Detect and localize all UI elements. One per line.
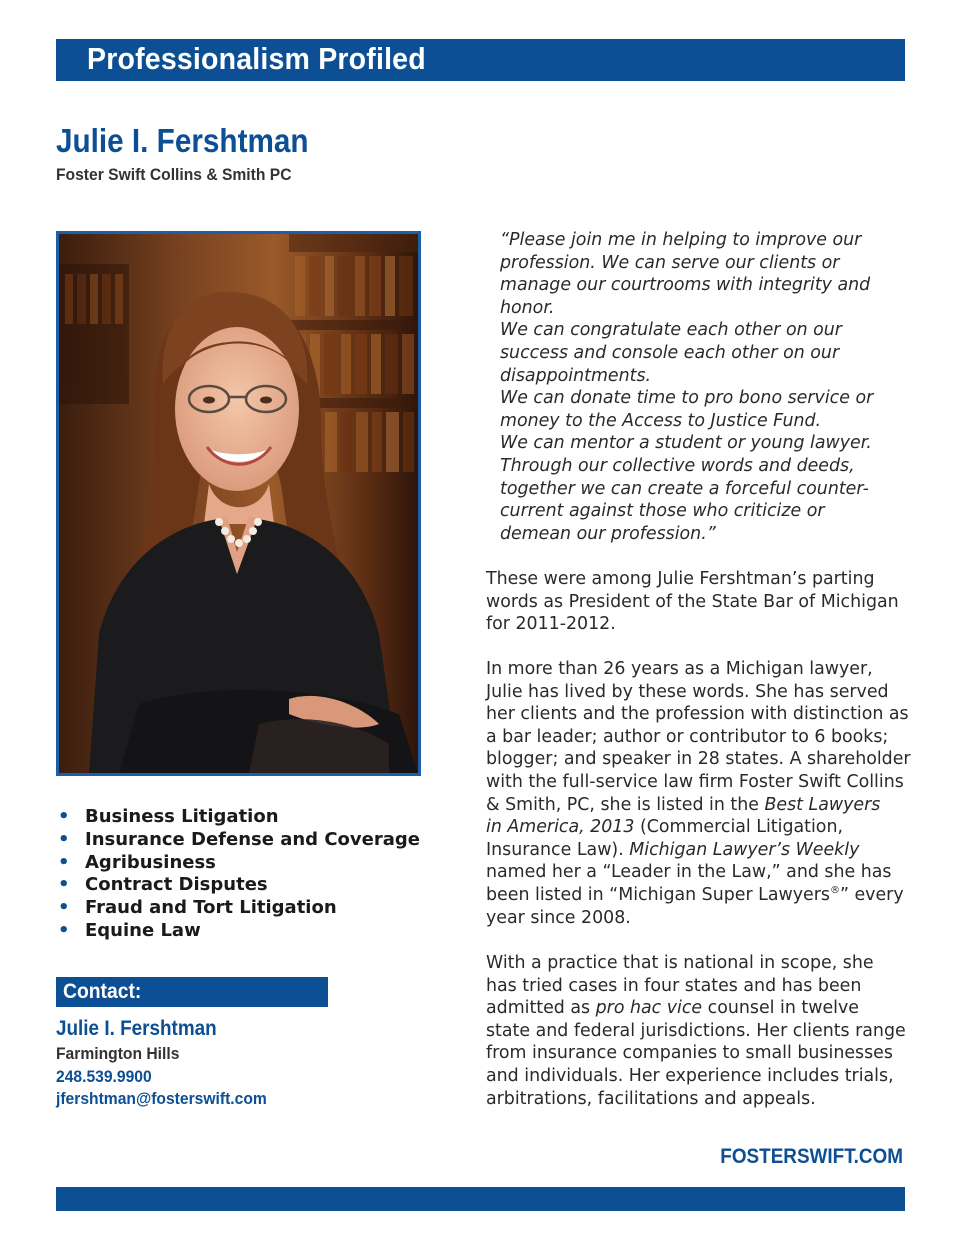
- text-line: These were among Julie Fershtman’s parting: [486, 569, 875, 589]
- quote-line: We can donate time to pro bono service or: [500, 388, 874, 409]
- text-line: named her a “Leader in the Law,” and she has: [486, 862, 892, 883]
- text-line: Julie has lived by these words. She has served: [486, 681, 889, 702]
- text-line: With a practice that is national in scope, she: [486, 953, 874, 973]
- contact-header: [56, 977, 328, 1007]
- contact-label: Contact:: [63, 980, 142, 1003]
- text-line: a bar leader; author or contributor to 6 books;: [486, 726, 889, 747]
- text-line: has tried cases in four states and has been: [486, 975, 862, 996]
- text-line: year since 2008.: [486, 907, 631, 928]
- text-line: from insurance companies to small businesses: [486, 1043, 893, 1064]
- text-line: arbitrations, facilitations and appeals.: [486, 1088, 816, 1109]
- paragraph-practice: [486, 952, 910, 1110]
- bullet-icon: •: [58, 851, 70, 873]
- footer-bar: [56, 1187, 905, 1211]
- footer-website-link[interactable]: FOSTERSWIFT.COM: [720, 1145, 903, 1168]
- bullet-icon: •: [58, 897, 70, 919]
- pull-quote: [500, 229, 900, 545]
- quote-line: We can mentor a student or young lawyer.: [500, 433, 872, 454]
- text-line: admitted as pro hac vice counsel in twelve: [486, 998, 859, 1019]
- publication-title: in America, 2013: [486, 817, 635, 838]
- quote-line: success and console each other on our: [500, 342, 840, 363]
- text-line: for 2011-2012.: [486, 614, 616, 635]
- contact-email-link[interactable]: jfershtman@fosterswift.com: [56, 1089, 267, 1108]
- text-line: in America, 2013 (Commercial Litigation,: [486, 817, 843, 838]
- text-line: and individuals. Her experience includes trials,: [486, 1065, 894, 1086]
- list-item: • Agribusiness: [58, 851, 216, 873]
- contact-city: Farmington Hills: [56, 1044, 180, 1063]
- text-line: state and federal jurisdictions. Her clients range: [486, 1020, 906, 1041]
- contact-phone[interactable]: 248.539.9900: [56, 1067, 152, 1086]
- list-item: • Equine Law: [58, 919, 201, 941]
- profile-photo: [56, 231, 421, 776]
- specialties-list: [56, 806, 420, 943]
- quote-line: profession. We can serve our clients or: [500, 252, 840, 273]
- bullet-icon: •: [58, 806, 70, 827]
- quote-line: money to the Access to Justice Fund.: [500, 410, 822, 431]
- profile-name: Julie I. Fershtman: [56, 122, 309, 159]
- list-item: • Insurance Defense and Coverage: [58, 828, 420, 850]
- quote-line: manage our courtrooms with integrity and: [500, 275, 871, 296]
- bullet-icon: •: [58, 828, 70, 850]
- quote-line: demean our profession.”: [500, 523, 716, 544]
- text-line: blogger; and speaker in 28 states. A shareholder: [486, 749, 911, 770]
- banner-title: Professionalism Profiled: [87, 41, 426, 76]
- text-line: Insurance Law). Michigan Lawyer’s Weekly: [486, 839, 860, 860]
- text-line: In more than 26 years as a Michigan lawyer,: [486, 659, 873, 679]
- text-line: been listed in “Michigan Super Lawyers®” every: [486, 884, 904, 905]
- quote-line: “Please join me in helping to improve our: [500, 230, 862, 250]
- text-line: her clients and the profession with distinction as: [486, 704, 909, 725]
- quote-line: honor.: [500, 297, 555, 318]
- text-line: & Smith, PC, she is listed in the Best Lawyers: [486, 794, 881, 815]
- portrait-illustration: [59, 234, 418, 773]
- text-line: words as President of the State Bar of Michigan: [486, 591, 899, 612]
- paragraph-intro: [486, 568, 910, 636]
- list-item: • Business Litigation: [58, 806, 279, 827]
- text-line: with the full-service law firm Foster Swift Collins: [486, 771, 904, 792]
- quote-line: current against those who criticize or: [500, 501, 825, 522]
- bullet-icon: •: [58, 874, 70, 896]
- quote-line: together we can create a forceful counter-: [500, 478, 869, 499]
- publication-title: Michigan Lawyer’s Weekly: [629, 839, 860, 860]
- list-item: • Contract Disputes: [58, 874, 268, 896]
- profile-firm: Foster Swift Collins & Smith PC: [56, 165, 292, 184]
- contact-name: Julie I. Fershtman: [56, 1017, 217, 1040]
- paragraph-career: [486, 658, 910, 929]
- quote-line: Through our collective words and deeds,: [500, 455, 855, 476]
- quote-line: disappointments.: [500, 365, 652, 386]
- quote-line: We can congratulate each other on our: [500, 320, 842, 341]
- list-item: • Fraud and Tort Litigation: [58, 897, 337, 919]
- publication-title: Best Lawyers: [764, 794, 881, 815]
- registered-mark: ®: [829, 884, 840, 896]
- bullet-icon: •: [58, 919, 70, 941]
- latin-term: pro hac vice: [595, 998, 703, 1019]
- header-banner: [56, 39, 905, 81]
